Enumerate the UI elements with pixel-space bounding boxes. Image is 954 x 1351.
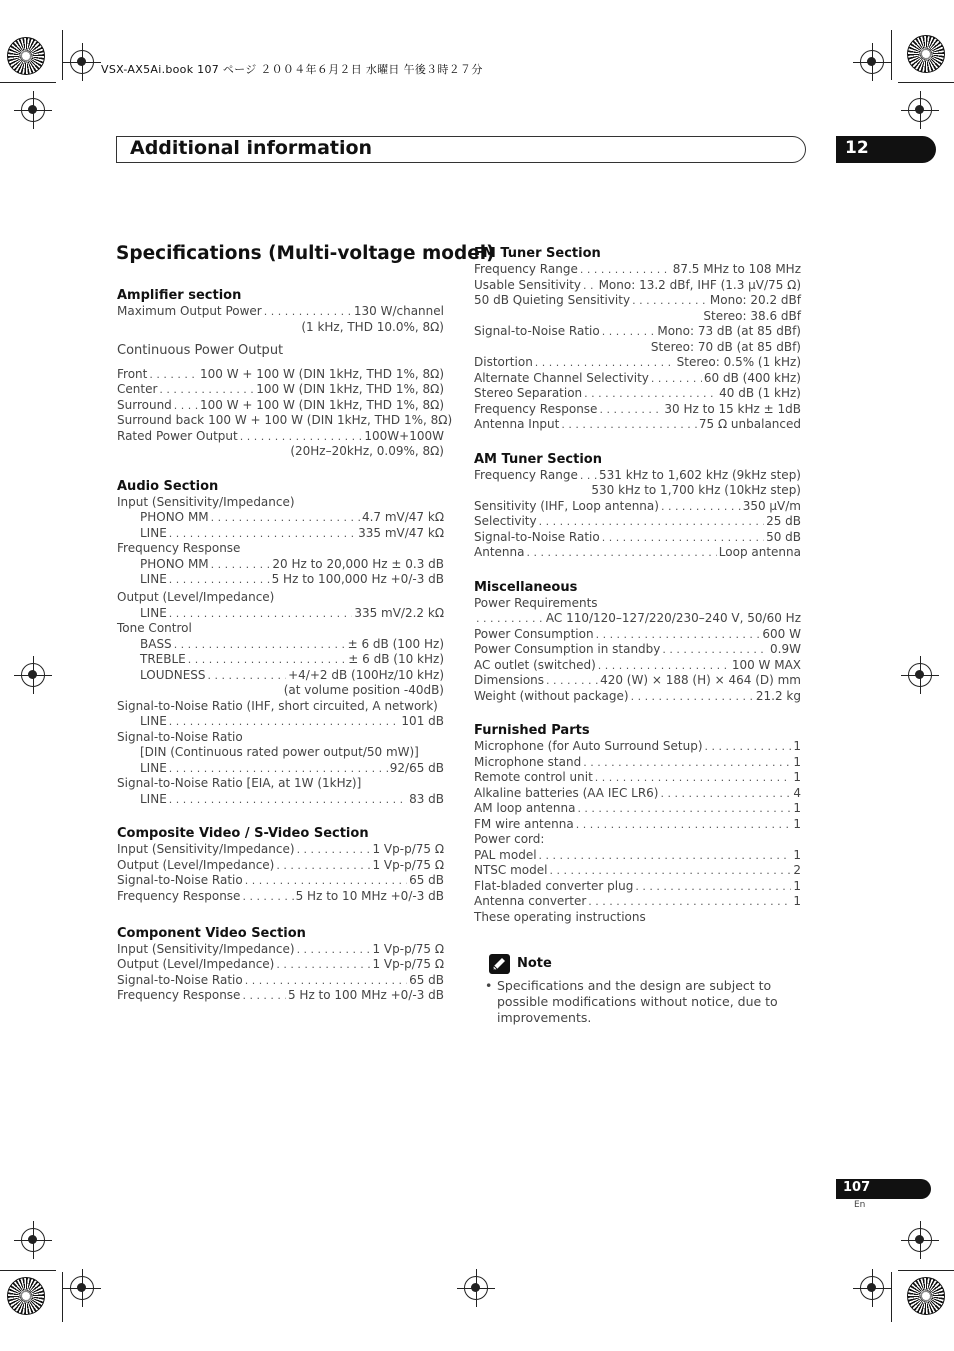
spec-condition: (20Hz–20kHz, 0.09%, 8Ω) xyxy=(290,444,444,458)
spec-label: Continuous Power Output xyxy=(117,343,284,358)
crosshair-registration-icon xyxy=(860,1276,884,1300)
spec-row: Rated Power Output . . . 100W+100W xyxy=(117,429,444,445)
spec-condition: Stereo: 38.6 dBf xyxy=(703,308,801,323)
spec-row: PHONO MM . . . 4.7 mV/47 kΩ xyxy=(117,510,444,526)
left-column xyxy=(117,288,453,1006)
spec-row: Usable Sensitivity . . . Mono: 13.2 dBf, IHF (1.3 µV/75 Ω) xyxy=(474,278,801,294)
language-code: En xyxy=(854,1200,866,1210)
spec-row: Microphone (for Auto Surround Setup) . . . 1 xyxy=(474,739,801,755)
spec-row: Signal-to-Noise Ratio . . . 65 dB xyxy=(117,973,444,989)
spec-row: Stereo Separation . . . 40 dB (1 kHz) xyxy=(474,386,801,402)
spec-label: These operating instructions xyxy=(474,909,646,924)
crosshair-registration-icon xyxy=(908,1228,932,1252)
spec-row: BASS . . . ± 6 dB (100 Hz) xyxy=(117,637,444,653)
crosshair-registration-icon xyxy=(21,1228,45,1252)
spec-row: Frequency Response . . . 5 Hz to 10 MHz +0/-3 dB xyxy=(117,889,444,907)
spec-row: Distortion . . . Stereo: 0.5% (1 kHz) xyxy=(474,355,801,371)
spec-row: Power Consumption in standby . . . 0.9W xyxy=(474,642,801,658)
audio-heading: Audio Section xyxy=(117,478,219,494)
spec-row: PHONO MM . . . 20 Hz to 20,000 Hz ± 0.3 dB xyxy=(117,557,444,573)
spec-row: Output (Level/Impedance) . . . 1 Vp-p/75 Ω xyxy=(117,957,444,973)
spec-row: Antenna converter . . . 1 xyxy=(474,894,801,910)
spec-label: Signal-to-Noise Ratio [EIA, at 1W (1kHz)] xyxy=(117,776,362,790)
spec-row: PAL model . . . 1 xyxy=(474,848,801,864)
crosshair-registration-icon xyxy=(860,50,884,74)
furnished-heading: Furnished Parts xyxy=(474,723,590,738)
spec-row: AM loop antenna . . . 1 xyxy=(474,801,801,817)
crosshair-registration-icon xyxy=(70,1276,94,1300)
spec-condition: (1 kHz, THD 10.0%, 8Ω) xyxy=(301,319,444,334)
right-column xyxy=(474,246,801,925)
spec-row: LINE . . . 335 mV/2.2 kΩ xyxy=(117,606,444,622)
spec-row: AC outlet (switched) . . . 100 W MAX xyxy=(474,658,801,674)
component-heading: Component Video Section xyxy=(117,925,306,941)
note-title: Note xyxy=(517,956,552,971)
am-heading: AM Tuner Section xyxy=(474,451,602,467)
spec-row: 50 dB Quieting Sensitivity . . . Mono: 20.2 dBf xyxy=(474,293,801,309)
spec-row: TREBLE . . . ± 6 dB (10 kHz) xyxy=(117,652,444,668)
spec-row: Weight (without package) . . . 21.2 kg xyxy=(474,689,801,705)
amplifier-heading: Amplifier section xyxy=(117,288,242,303)
spec-row: Power Consumption . . . 600 W xyxy=(474,627,801,643)
spec-row: Remote control unit . . . 1 xyxy=(474,770,801,786)
spec-row: Microphone stand . . . 1 xyxy=(474,755,801,771)
spec-row: Frequency Response . . . 30 Hz to 15 kHz ± 1dB xyxy=(474,402,801,418)
crosshair-registration-icon xyxy=(21,663,45,687)
spec-row: Output (Level/Impedance) . . . 1 Vp-p/75 Ω xyxy=(117,858,444,874)
fm-heading: FM Tuner Section xyxy=(474,246,601,261)
spec-row: Surround . . . 100 W + 100 W (DIN 1kHz, THD 1%, 8Ω) xyxy=(117,398,444,414)
spec-row: LINE . . . 83 dB xyxy=(117,792,444,808)
spec-row: Signal-to-Noise Ratio . . . Mono: 73 dB (at 85 dBf) xyxy=(474,324,801,340)
sunburst-icon xyxy=(907,35,945,73)
spec-row: Selectivity . . . 25 dB xyxy=(474,514,801,530)
crosshair-registration-icon xyxy=(21,98,45,122)
sunburst-icon xyxy=(7,1277,45,1315)
sunburst-icon xyxy=(7,37,45,75)
crosshair-registration-icon xyxy=(464,1276,488,1300)
crosshair-registration-icon xyxy=(70,50,94,74)
chapter-number: 12 xyxy=(845,138,869,158)
misc-heading: Miscellaneous xyxy=(474,579,578,595)
spec-row: Flat-bladed converter plug . . . 1 xyxy=(474,879,801,895)
spec-row: Input (Sensitivity/Impedance) . . . 1 Vp-p/75 Ω xyxy=(117,942,444,958)
note-text: • Specifications and the design are subject to possible modifications without notice, due to improvements. xyxy=(485,978,778,1025)
spec-row: Front . . . 100 W + 100 W (DIN 1kHz, THD 1%, 8Ω) xyxy=(117,367,444,383)
bullet: • xyxy=(485,978,493,993)
crosshair-registration-icon xyxy=(908,98,932,122)
spec-condition: (at volume position -40dB) xyxy=(283,683,444,697)
page-title: Specifications (Multi-voltage model) xyxy=(116,243,495,264)
spec-row: Input (Sensitivity/Impedance) . . . 1 Vp-p/75 Ω xyxy=(117,842,444,858)
spec-label: Power Requirements xyxy=(474,595,598,610)
spec-label: Signal-to-Noise Ratio (IHF, short circuited, A network) xyxy=(117,698,438,713)
spec-row: Frequency Range . . . 531 kHz to 1,602 kHz (9kHz step) xyxy=(474,468,801,484)
spec-row: LOUDNESS . . . +4/+2 dB (100Hz/10 kHz) xyxy=(117,668,444,684)
spec-label: Output (Level/Impedance) xyxy=(117,590,275,604)
spec-label: [DIN (Continuous rated power output/50 mW)] xyxy=(140,745,419,759)
spec-row: Dimensions . . . 420 (W) × 188 (H) × 464 (D) mm xyxy=(474,673,801,689)
print-header: VSX-AX5Ai.book 107 ページ ２００４年６月２日 水曜日 午後３時２７分 xyxy=(101,63,483,76)
spec-row: Signal-to-Noise Ratio . . . 65 dB xyxy=(117,873,444,889)
sunburst-icon xyxy=(907,1277,945,1315)
spec-label: Frequency Response xyxy=(117,541,241,555)
spec-row: Maximum Output Power . . . 130 W/channel xyxy=(117,304,444,320)
spec-row: Antenna Input . . . 75 Ω unbalanced xyxy=(474,417,801,433)
spec-row: LINE . . . 101 dB xyxy=(117,714,444,730)
spec-label: Power cord: xyxy=(474,832,545,846)
spec-row: Frequency Response . . . 5 Hz to 100 MHz +0/-3 dB xyxy=(117,988,444,1006)
spec-condition: Stereo: 70 dB (at 85 dBf) xyxy=(650,339,801,354)
spec-row: Signal-to-Noise Ratio . . . 50 dB xyxy=(474,530,801,546)
spec-row: . . . AC 110/120–127/220/230–240 V, 50/60 Hz xyxy=(474,611,801,627)
spec-label: Signal-to-Noise Ratio xyxy=(117,729,243,744)
spec-row: LINE . . . 5 Hz to 100,000 Hz +0/-3 dB xyxy=(117,572,444,590)
page-number: 107 xyxy=(843,1180,871,1195)
spec-label: Input (Sensitivity/Impedance) xyxy=(117,494,295,509)
spec-row: Alternate Channel Selectivity . . . 60 dB (400 kHz) xyxy=(474,371,801,387)
spec-row: Sensitivity (IHF, Loop antenna) . . . 350 µV/m xyxy=(474,499,801,515)
spec-condition: 530 kHz to 1,700 kHz (10kHz step) xyxy=(591,483,801,497)
spec-row: FM wire antenna . . . 1 xyxy=(474,817,801,833)
spec-row: Antenna . . . Loop antenna xyxy=(474,545,801,561)
spec-row: Alkaline batteries (AA IEC LR6) . . . 4 xyxy=(474,786,801,802)
spec-row: LINE . . . 335 mV/47 kΩ xyxy=(117,526,444,542)
spec-row: Frequency Range . . . 87.5 MHz to 108 MHz xyxy=(474,262,801,278)
spec-row: NTSC model . . . 2 xyxy=(474,863,801,879)
spec-row: Surround back 100 W + 100 W (DIN 1kHz, THD 1%, 8Ω) xyxy=(117,413,453,427)
spec-row: Center . . . 100 W (DIN 1kHz, THD 1%, 8Ω) xyxy=(117,382,444,398)
crosshair-registration-icon xyxy=(908,663,932,687)
spec-label: Tone Control xyxy=(117,621,192,635)
spec-row: LINE . . . 92/65 dB xyxy=(117,761,444,777)
section-title: Additional information xyxy=(130,137,373,159)
composite-heading: Composite Video / S-Video Section xyxy=(117,826,369,841)
pencil-note-icon xyxy=(489,954,510,974)
